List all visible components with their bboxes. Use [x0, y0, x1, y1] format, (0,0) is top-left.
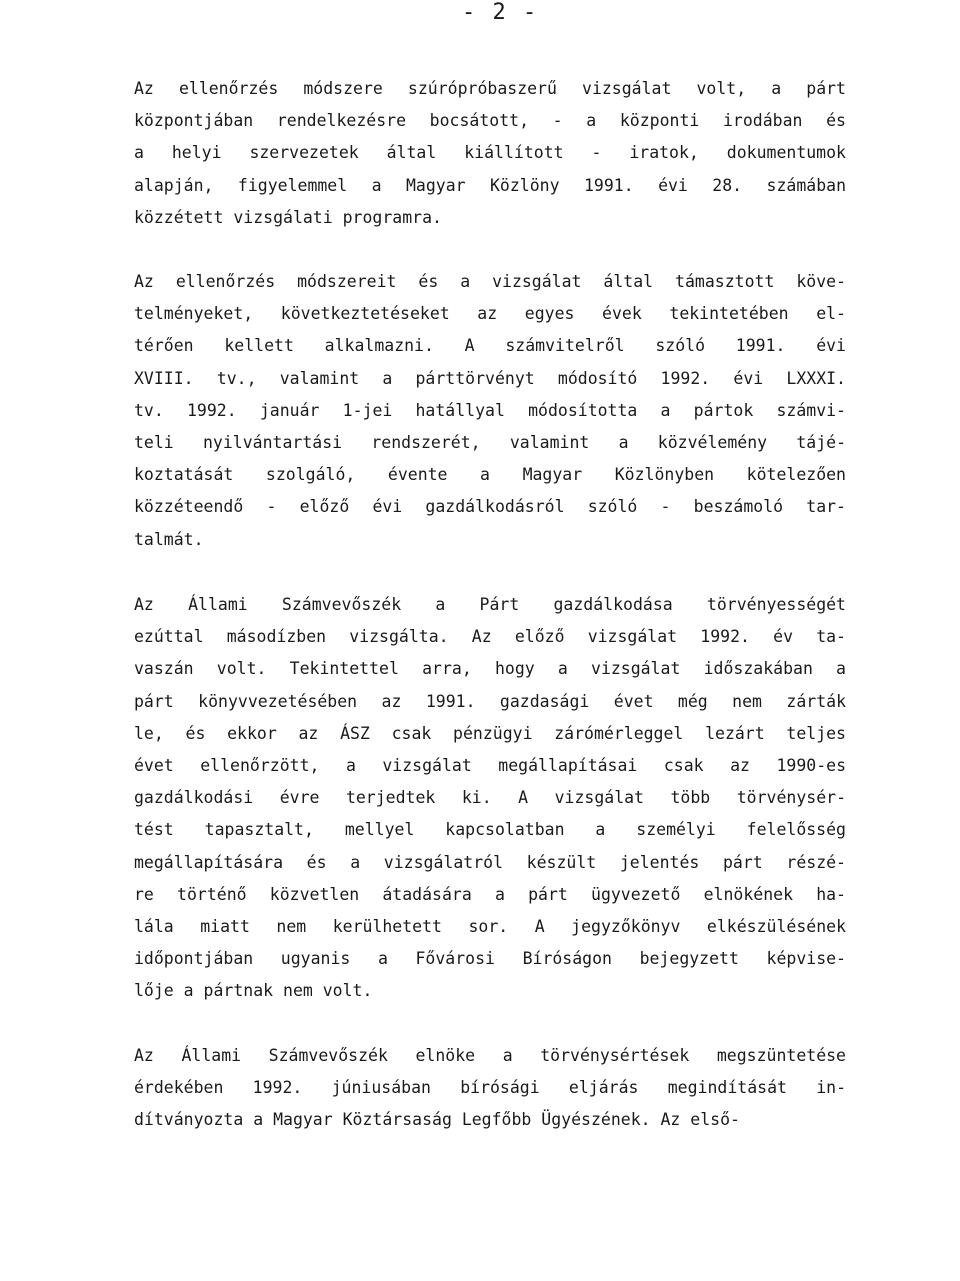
page-number: - 2 -	[462, 0, 539, 25]
text-line: közzéteendő - előző évi gazdálkodásról szóló - beszámoló tar-	[134, 497, 846, 517]
text-line: közzétett vizsgálati programra.	[134, 207, 442, 227]
text-line: re történő közvetlen átadására a párt ügyvezető elnökének ha-	[134, 884, 846, 904]
text-line: érdekében 1992. júniusában bírósági eljárás megindítását in-	[134, 1078, 846, 1098]
paragraph-method	[134, 73, 846, 234]
text-line: teli nyilvántartási rendszerét, valamint a közvélemény tájé-	[134, 432, 846, 452]
text-line: Az Állami Számvevőszék a Párt gazdálkodása törvényességét	[134, 595, 846, 614]
paragraph-requirements	[134, 266, 846, 556]
text-line: gazdálkodási évre terjedtek ki. A vizsgálat több törvénysér-	[134, 788, 846, 808]
text-line: térően kellett alkalmazni. A számvitelről szóló 1991. évi	[134, 336, 846, 356]
text-line: tv. 1992. január 1-jei hatállyal módosította a pártok számvi-	[134, 400, 846, 420]
text-line: lála miatt nem kerülhetett sor. A jegyzőkönyv elkészülésének	[134, 916, 846, 936]
paragraph-previous-audit	[134, 589, 846, 1007]
text-line: a helyi szervezetek által kiállított - iratok, dokumentumok	[134, 143, 846, 163]
text-line: koztatását szolgáló, évente a Magyar Közlönyben kötelezően	[134, 465, 846, 485]
text-line: ezúttal másodízben vizsgálta. Az előző vizsgálat 1992. év ta-	[134, 627, 846, 647]
paragraph-president-action	[134, 1040, 846, 1137]
text-line: Az ellenőrzés módszere szúrópróbaszerű vizsgálat volt, a párt	[134, 79, 846, 98]
text-line: Az Állami Számvevőszék elnöke a törvénysértések megszüntetése	[134, 1046, 846, 1065]
text-line: vaszán volt. Tekintettel arra, hogy a vizsgálat időszakában a	[134, 659, 846, 679]
text-line: központjában rendelkezésre bocsátott, - a központi irodában és	[134, 111, 846, 131]
text-line: alapján, figyelemmel a Magyar Közlöny 1991. évi 28. számában	[134, 175, 846, 195]
text-line: időpontjában ugyanis a Fővárosi Bíróságon bejegyzett képvise-	[134, 949, 846, 969]
text-line: párt könyvvezetésében az 1991. gazdasági évet még nem zárták	[134, 691, 846, 711]
text-line: tést tapasztalt, mellyel kapcsolatban a személyi felelősség	[134, 820, 846, 840]
text-line: XVIII. tv., valamint a párttörvényt módosító 1992. évi LXXXI.	[134, 368, 846, 388]
text-line: Az ellenőrzés módszereit és a vizsgálat által támasztott köve-	[134, 272, 846, 291]
text-line: dítványozta a Magyar Köztársaság Legfőbb Ügyészének. Az első-	[134, 1110, 740, 1130]
text-line: talmát.	[134, 529, 204, 549]
text-line: le, és ekkor az ÁSZ csak pénzügyi zárómérleggel lezárt teljes	[134, 723, 846, 743]
text-line: telményeket, következtetéseket az egyes évek tekintetében el-	[134, 304, 846, 324]
text-line: megállapítására és a vizsgálatról készült jelentés párt részé-	[134, 852, 846, 872]
text-line: lője a pártnak nem volt.	[134, 981, 373, 1001]
text-line: évet ellenőrzött, a vizsgálat megállapításai csak az 1990-es	[134, 755, 846, 775]
